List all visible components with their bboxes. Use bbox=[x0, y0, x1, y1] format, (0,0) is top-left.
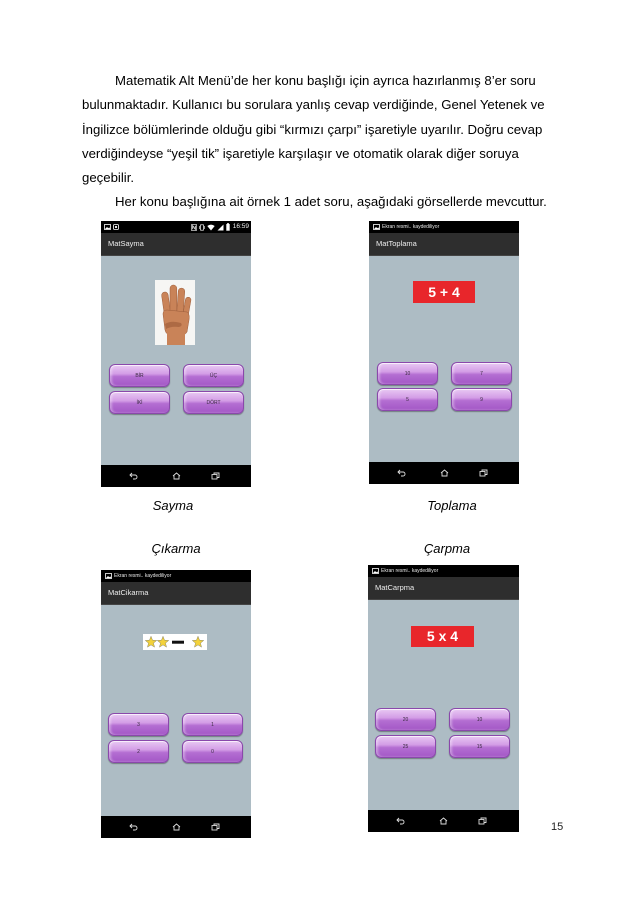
battery-icon bbox=[226, 223, 230, 231]
screenshot-matsayma bbox=[101, 221, 251, 487]
home-icon[interactable] bbox=[172, 472, 181, 480]
paragraph-line: geçebilir. bbox=[82, 170, 135, 186]
paragraph-line: Matematik Alt Menü’de her konu başlığı için ayrıca hazırlanmış 8’er soru bbox=[115, 73, 536, 88]
answer-button[interactable]: 1 bbox=[182, 713, 243, 736]
screenshot-matcarpma bbox=[368, 565, 519, 832]
status-bar bbox=[369, 221, 519, 233]
action-bar bbox=[369, 233, 519, 256]
status-ticker-text: Ekran resmi.. kaydediliyor bbox=[381, 568, 439, 574]
recent-apps-icon[interactable] bbox=[211, 823, 220, 831]
status-time: 16:59 bbox=[232, 223, 249, 230]
answer-button[interactable]: BİR bbox=[109, 364, 170, 387]
back-icon[interactable] bbox=[129, 823, 138, 831]
answer-button[interactable]: 5 bbox=[377, 388, 438, 411]
paragraph-line: Her konu başlığına ait örnek 1 adet soru, aşağıdaki görsellerde mevcuttur. bbox=[115, 194, 547, 210]
figure-caption: Çıkarma bbox=[151, 541, 201, 556]
figure-caption: Sayma bbox=[152, 498, 194, 513]
app-title: MatCikarma bbox=[108, 588, 149, 597]
question-expression: 5 x 4 bbox=[411, 626, 474, 647]
answer-button[interactable]: 15 bbox=[449, 735, 510, 758]
nfc-icon bbox=[191, 224, 197, 231]
navigation-bar bbox=[101, 465, 251, 487]
signal-icon bbox=[217, 224, 224, 231]
screenshot-mattoplama bbox=[369, 221, 519, 484]
star-icon bbox=[192, 636, 203, 647]
status-ticker-text: Ekran resmi.. kaydediliyor bbox=[382, 224, 440, 230]
status-bar bbox=[101, 221, 251, 233]
star-icon bbox=[157, 636, 168, 647]
status-bar bbox=[368, 565, 519, 577]
paragraph-line: bulunmaktadır. Kullanıcı bu sorulara yanlış cevap verdiğinde, Genel Yetenek ve bbox=[82, 97, 545, 113]
home-icon[interactable] bbox=[440, 469, 449, 477]
answer-button[interactable]: 2 bbox=[108, 740, 169, 763]
navigation-bar bbox=[101, 816, 251, 838]
vibrate-icon bbox=[199, 224, 205, 231]
star-icon bbox=[145, 636, 156, 647]
answer-button[interactable]: 20 bbox=[375, 708, 436, 731]
figure-caption: Çarpma bbox=[423, 541, 471, 556]
action-bar bbox=[101, 233, 251, 256]
paragraph-line: İngilizce bölümlerinde olduğu gibi “kırmızı çarpı” işaretiyle uyarılır. Doğru cevap bbox=[82, 121, 543, 137]
answer-button[interactable]: 3 bbox=[108, 713, 169, 736]
answer-button[interactable]: 9 bbox=[451, 388, 512, 411]
page-number: 15 bbox=[551, 821, 564, 833]
body-text bbox=[82, 69, 562, 215]
answer-button[interactable]: 25 bbox=[375, 735, 436, 758]
app-title: MatCarpma bbox=[375, 583, 415, 592]
answer-button[interactable]: 0 bbox=[182, 740, 243, 763]
status-ticker-text: Ekran resmi.. kaydediliyor bbox=[114, 573, 172, 579]
answer-button[interactable]: İKİ bbox=[109, 391, 170, 414]
paragraph-line: verdiğindeyse “yeşil tik” işaretiyle karşılaşır ve otomatik olarak diğer soruya bbox=[82, 145, 519, 161]
status-bar bbox=[101, 570, 251, 582]
minus-icon bbox=[172, 641, 184, 644]
answer-button[interactable]: 10 bbox=[377, 362, 438, 385]
back-icon[interactable] bbox=[397, 469, 406, 477]
question-expression: 5 + 4 bbox=[413, 281, 475, 303]
home-icon[interactable] bbox=[439, 817, 448, 825]
navigation-bar bbox=[369, 462, 519, 484]
app-title: MatToplama bbox=[376, 239, 417, 248]
notification-icon bbox=[113, 224, 119, 230]
recent-apps-icon[interactable] bbox=[211, 472, 220, 480]
image-icon bbox=[105, 573, 112, 579]
figure-caption: Toplama bbox=[427, 498, 477, 513]
answer-button[interactable]: DÖRT bbox=[183, 391, 244, 414]
image-icon bbox=[104, 224, 111, 230]
app-title: MatSayma bbox=[108, 239, 144, 248]
image-icon bbox=[372, 568, 379, 574]
answer-button[interactable]: ÜÇ bbox=[183, 364, 244, 387]
recent-apps-icon[interactable] bbox=[479, 469, 488, 477]
back-icon[interactable] bbox=[129, 472, 138, 480]
answer-button[interactable]: 10 bbox=[449, 708, 510, 731]
navigation-bar bbox=[368, 810, 519, 832]
action-bar bbox=[368, 577, 519, 600]
question-stars-image bbox=[143, 634, 207, 650]
home-icon[interactable] bbox=[172, 823, 181, 831]
back-icon[interactable] bbox=[396, 817, 405, 825]
recent-apps-icon[interactable] bbox=[478, 817, 487, 825]
action-bar bbox=[101, 582, 251, 605]
image-icon bbox=[373, 224, 380, 230]
answer-button[interactable]: 7 bbox=[451, 362, 512, 385]
wifi-icon bbox=[207, 224, 215, 231]
question-hand-image bbox=[155, 280, 195, 345]
screenshot-matcikarma bbox=[101, 570, 251, 838]
